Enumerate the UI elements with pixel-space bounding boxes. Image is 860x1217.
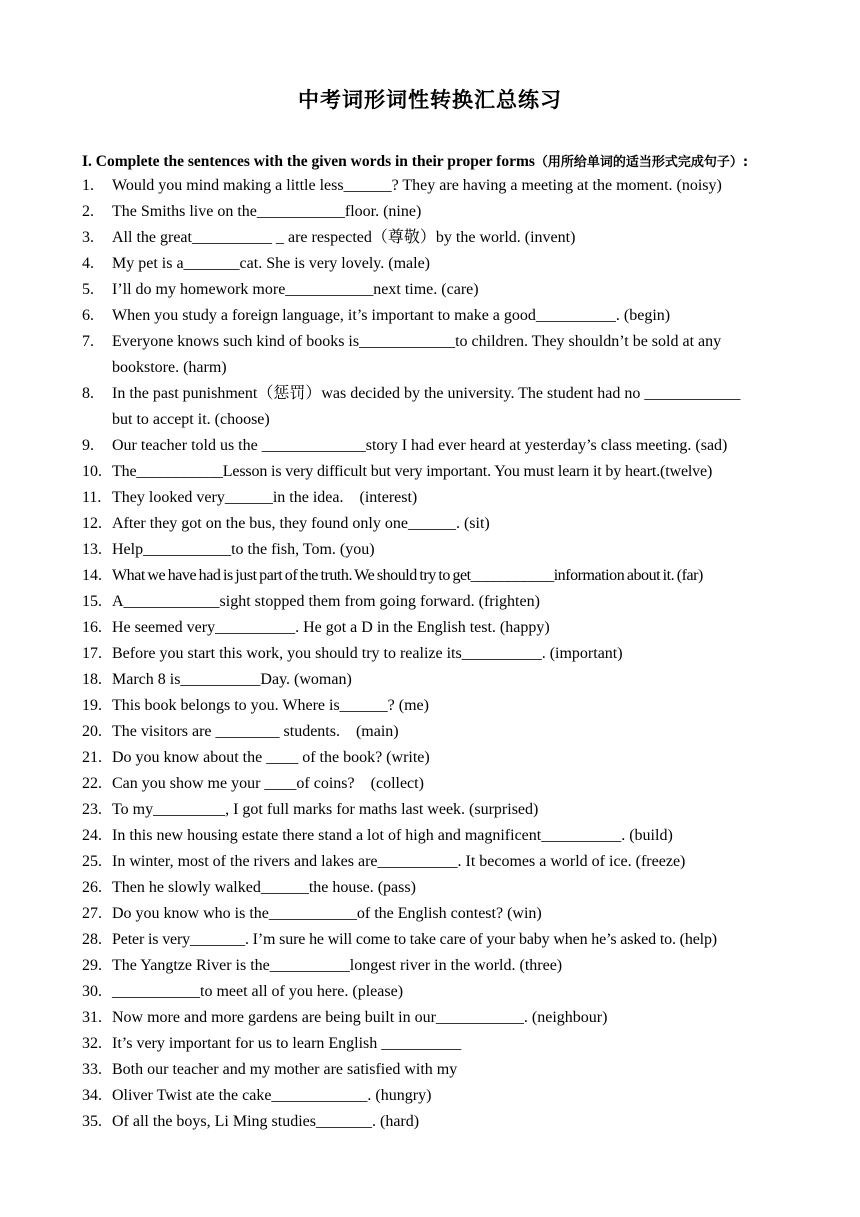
exercise-item bbox=[82, 1109, 792, 1135]
exercise-sentence: They looked very______in the idea. (interest) bbox=[112, 489, 418, 506]
exercise-number: 23. bbox=[82, 801, 102, 818]
exercise-sentence: The visitors are ________ students. (main) bbox=[112, 723, 399, 740]
exercise-item bbox=[82, 199, 792, 225]
exercise-number: 27. bbox=[82, 905, 102, 922]
exercise-number: 4. bbox=[82, 255, 94, 272]
exercise-sentence: What we have had is just part of the truth. We should try to get___________information about it. (far) bbox=[112, 567, 703, 584]
exercise-item bbox=[82, 1057, 792, 1083]
exercise-sentence: He seemed very__________. He got a D in the English test. (happy) bbox=[112, 619, 550, 636]
exercise-item bbox=[82, 511, 792, 537]
exercise-sentence: Oliver Twist ate the cake____________. (hungry) bbox=[112, 1087, 432, 1104]
exercise-sentence: Of all the boys, Li Ming studies_______. (hard) bbox=[112, 1113, 420, 1130]
exercise-item bbox=[82, 225, 792, 251]
exercise-sentence: Then he slowly walked______the house. (pass) bbox=[112, 879, 416, 896]
exercise-item bbox=[82, 1031, 792, 1057]
exercise-sentence: Help___________to the fish, Tom. (you) bbox=[112, 541, 375, 558]
exercise-number: 30. bbox=[82, 983, 102, 1000]
exercise-sentence: After they got on the bus, they found only one______. (sit) bbox=[112, 515, 490, 532]
exercise-list bbox=[82, 173, 792, 1135]
exercise-sentence: ___________to meet all of you here. (please) bbox=[112, 983, 404, 1000]
exercise-sentence: This book belongs to you. Where is______? (me) bbox=[112, 697, 429, 714]
exercise-item bbox=[82, 667, 792, 693]
exercise-number: 33. bbox=[82, 1061, 102, 1078]
exercise-number: 5. bbox=[82, 281, 94, 298]
section-heading bbox=[82, 151, 802, 171]
exercise-item bbox=[82, 329, 792, 381]
exercise-number: 16. bbox=[82, 619, 102, 636]
exercise-sentence: In this new housing estate there stand a lot of high and magnificent__________. (build) bbox=[112, 827, 673, 844]
exercise-sentence: Do you know about the ____ of the book? (write) bbox=[112, 749, 430, 766]
exercise-sentence: To my_________, I got full marks for maths last week. (surprised) bbox=[112, 801, 539, 818]
exercise-number: 19. bbox=[82, 697, 102, 714]
exercise-sentence: When you study a foreign language, it’s important to make a good__________. (begin) bbox=[112, 307, 671, 324]
exercise-sentence: The Smiths live on the___________floor. (nine) bbox=[112, 203, 422, 220]
exercise-item bbox=[82, 927, 792, 953]
exercise-number: 6. bbox=[82, 307, 94, 324]
exercise-number: 29. bbox=[82, 957, 102, 974]
exercise-item bbox=[82, 849, 792, 875]
exercise-item bbox=[82, 875, 792, 901]
exercise-sentence: Our teacher told us the _____________story I had ever heard at yesterday’s class meeting. (sad) bbox=[112, 437, 728, 454]
section-heading-en: I. Complete the sentences with the given words in their proper forms bbox=[82, 153, 535, 170]
exercise-sentence: In the past punishment（惩罚）was decided by the university. The student had no ____________ but to accept it. (choose) bbox=[112, 385, 741, 428]
exercise-item bbox=[82, 641, 792, 667]
exercise-item bbox=[82, 693, 792, 719]
exercise-sentence: My pet is a_______cat. She is very lovely. (male) bbox=[112, 255, 430, 272]
exercise-number: 24. bbox=[82, 827, 102, 844]
exercise-item bbox=[82, 381, 792, 433]
exercise-sentence: March 8 is__________Day. (woman) bbox=[112, 671, 352, 688]
exercise-sentence: Can you show me your ____of coins? (collect) bbox=[112, 775, 424, 792]
exercise-item bbox=[82, 485, 792, 511]
exercise-sentence: Both our teacher and my mother are satisfied with my bbox=[112, 1061, 458, 1078]
exercise-sentence: Would you mind making a little less______? They are having a meeting at the moment. (noisy) bbox=[112, 177, 722, 194]
exercise-sentence: I’ll do my homework more___________next time. (care) bbox=[112, 281, 479, 298]
exercise-sentence: A____________sight stopped them from going forward. (frighten) bbox=[112, 593, 540, 610]
exercise-item bbox=[82, 589, 792, 615]
exercise-item bbox=[82, 797, 792, 823]
page-title: 中考词形词性转换汇总练习 bbox=[298, 88, 562, 112]
exercise-sentence: Everyone knows such kind of books is____________to children. They shouldn’t be sold at any bookstore. (harm) bbox=[112, 333, 722, 376]
exercise-number: 31. bbox=[82, 1009, 102, 1026]
exercise-item bbox=[82, 771, 792, 797]
exercise-item bbox=[82, 277, 792, 303]
exercise-item bbox=[82, 823, 792, 849]
exercise-number: 18. bbox=[82, 671, 102, 688]
exercise-number: 14. bbox=[82, 567, 102, 584]
exercise-number: 9. bbox=[82, 437, 94, 454]
exercise-number: 26. bbox=[82, 879, 102, 896]
exercise-item bbox=[82, 1083, 792, 1109]
exercise-number: 34. bbox=[82, 1087, 102, 1104]
exercise-item bbox=[82, 615, 792, 641]
exercise-number: 13. bbox=[82, 541, 102, 558]
exercise-item bbox=[82, 303, 792, 329]
exercise-item bbox=[82, 1005, 792, 1031]
exercise-sentence: The Yangtze River is the__________longest river in the world. (three) bbox=[112, 957, 563, 974]
exercise-number: 22. bbox=[82, 775, 102, 792]
exercise-number: 12. bbox=[82, 515, 102, 532]
exercise-sentence: Do you know who is the___________of the English contest? (win) bbox=[112, 905, 542, 922]
exercise-item bbox=[82, 719, 792, 745]
exercise-number: 35. bbox=[82, 1113, 102, 1130]
exercise-number: 32. bbox=[82, 1035, 102, 1052]
exercise-number: 21. bbox=[82, 749, 102, 766]
exercise-item bbox=[82, 433, 792, 459]
exercise-number: 10. bbox=[82, 463, 102, 480]
exercise-item bbox=[82, 173, 792, 199]
exercise-number: 20. bbox=[82, 723, 102, 740]
exercise-number: 15. bbox=[82, 593, 102, 610]
exercise-item bbox=[82, 459, 792, 485]
exercise-sentence: In winter, most of the rivers and lakes are__________. It becomes a world of ice. (freeze) bbox=[112, 853, 686, 870]
exercise-number: 11. bbox=[82, 489, 102, 506]
exercise-number: 3. bbox=[82, 229, 94, 246]
exercise-item bbox=[82, 563, 792, 589]
exercise-number: 25. bbox=[82, 853, 102, 870]
exercise-item bbox=[82, 979, 792, 1005]
exercise-number: 1. bbox=[82, 177, 94, 194]
exercise-sentence: The___________Lesson is very difficult but very important. You must learn it by heart.(twelve) bbox=[112, 463, 713, 480]
exercise-number: 28. bbox=[82, 931, 102, 948]
exercise-number: 8. bbox=[82, 385, 94, 402]
exercise-sentence: All the great__________ _ are respected（尊敬）by the world. (invent) bbox=[112, 229, 576, 246]
exercise-sentence: Before you start this work, you should try to realize its__________. (important) bbox=[112, 645, 623, 662]
exercise-sentence: Now more and more gardens are being built in our___________. (neighbour) bbox=[112, 1009, 608, 1026]
exercise-number: 17. bbox=[82, 645, 102, 662]
exercise-item bbox=[82, 251, 792, 277]
exercise-item bbox=[82, 953, 792, 979]
exercise-sentence: Peter is very_______. I’m sure he will come to take care of your baby when he’s asked to. (help) bbox=[112, 931, 717, 948]
exercise-number: 7. bbox=[82, 333, 94, 350]
exercise-item bbox=[82, 901, 792, 927]
exercise-item bbox=[82, 745, 792, 771]
exercise-sentence: It’s very important for us to learn English __________ bbox=[112, 1035, 462, 1052]
exercise-number: 2. bbox=[82, 203, 94, 220]
section-heading-cn: （用所给单词的适当形式完成句子）: bbox=[534, 155, 749, 170]
exercise-item bbox=[82, 537, 792, 563]
